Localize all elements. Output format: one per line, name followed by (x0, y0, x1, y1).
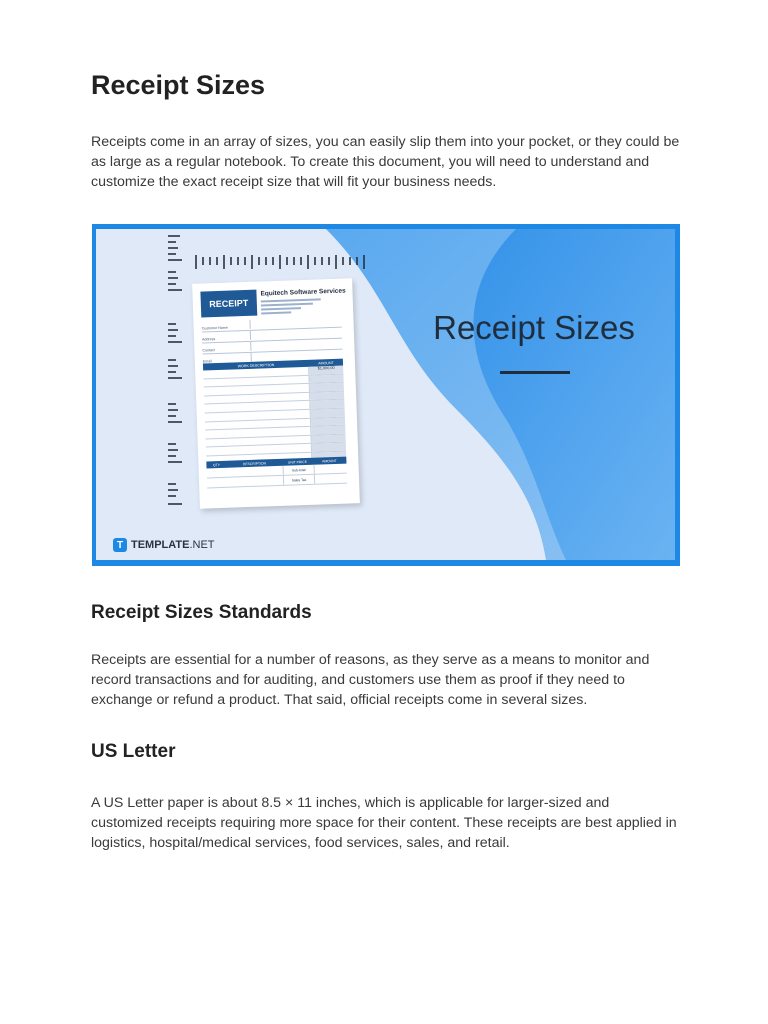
intro-paragraph: Receipts come in an array of sizes, you can easily slip them into your pocket, or they could be as large as a regular notebook. To create this document, you will need to understand and customize the exact receipt size that will fit your business needs. (91, 134, 680, 190)
section-paragraph: A US Letter paper is about 8.5 × 11 inches, which is applicable for larger-sized and customized receipts requiring more space for their content. These receipts are best applied in logistics, hospital/medical services, food services, sales, and retail. (91, 795, 677, 851)
receipt-field: Address (202, 328, 342, 344)
receipt-footer (207, 464, 348, 489)
banner-image (92, 224, 680, 566)
vertical-ruler-graphic (166, 234, 186, 524)
receipt-address-line (261, 311, 291, 314)
section-paragraph: Receipts are essential for a number of reasons, as they serve as a means to monitor and record transactions and for auditing, and customers use them as proof if they need to exchange or refund a product. That said, official receipts come in several sizes. (91, 652, 650, 708)
receipt-header: RECEIPT (200, 290, 257, 318)
receipt-tax-row: Sales Tax (207, 474, 347, 489)
section-heading: Receipt Sizes Standards (91, 602, 312, 623)
horizontal-ruler-graphic (194, 251, 374, 271)
receipt-subtotal-row: Sub-total (207, 464, 347, 479)
receipt-field: Email (203, 350, 343, 366)
receipt-address-line (261, 307, 301, 310)
receipt-row: $1,000.00 (203, 366, 343, 379)
receipt-fields (201, 317, 342, 366)
page-title: Receipt Sizes (91, 70, 266, 100)
receipt-field: Contact (202, 339, 342, 355)
brand-mark-icon: T (113, 538, 127, 552)
banner-title-underline (500, 371, 570, 374)
brand-logo (113, 538, 215, 552)
receipt-illustration (192, 278, 360, 508)
receipt-address-line (261, 303, 313, 307)
banner-canvas (96, 229, 675, 560)
brand-name: TEMPLATE (131, 539, 190, 551)
brand-suffix: .NET (189, 539, 215, 551)
receipt-table-body (203, 366, 346, 465)
section-heading: US Letter (91, 741, 176, 762)
banner-title: Receipt Sizes (433, 309, 635, 346)
receipt-field: Customer Name (201, 317, 341, 333)
receipt-company-name: Equitech Software Services (260, 287, 346, 298)
receipt-footer-header: QTY DESCRIPTION UNIT PRICE AMOUNT (206, 457, 346, 469)
receipt-table-header: WORK DESCRIPTION AMOUNT (203, 359, 343, 371)
